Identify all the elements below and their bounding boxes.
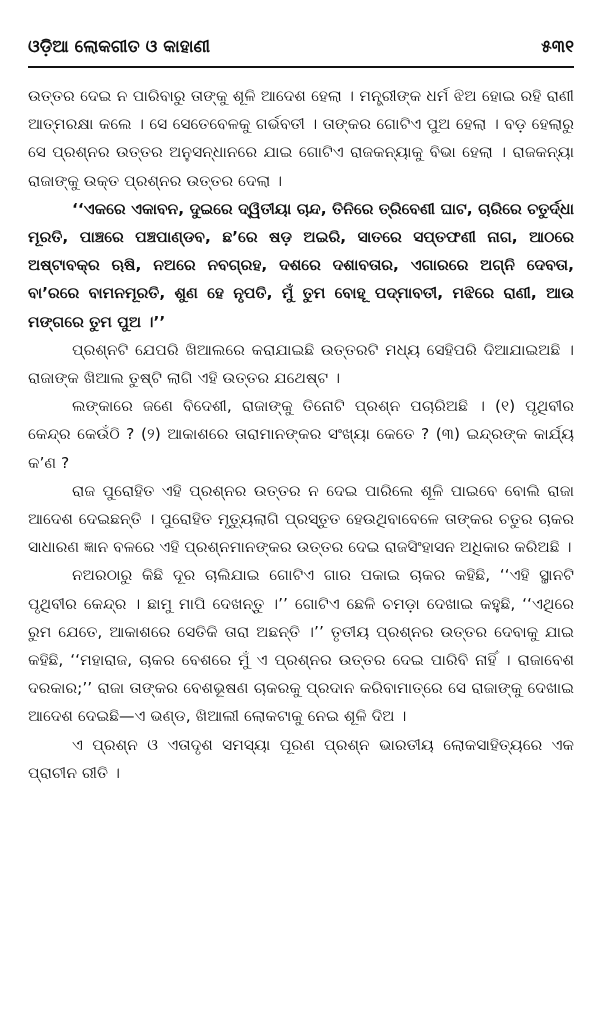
paragraph: ନଅରଠାରୁ କିଛି ଦୂର ଚାଲିଯାଇ ଗୋଟିଏ ଗାର ପକାଇ ଚାକର କହିଛି, ‘‘ଏହି ସ୍ଥାନଟି ପୃଥିବୀର କେନ୍ଦ୍ର । ଛାମୁ ମାପି ଦେଖନ୍ତୁ ।’’ ଗୋଟିଏ ଛେଳି ଚମଡ଼ା ଦେଖାଇ କହୁଛି, ‘‘ଏଥିରେ ରୁମ ଯେତେ, ଆକାଶରେ ସେତିକି ତାରା ଅଛନ୍ତି ।’’ ତୃତୀୟ ପ୍ରଶ୍ନର ଉତ୍ତର ଦେବାକୁ ଯାଇ କହିଛି, ‘‘ମହାରାଜ, ଚାକର ବେଶରେ ମୁଁ ଏ ପ୍ରଶ୍ନର ଉତ୍ତର ଦେଇ ପାରିବି ନାହିଁ । ରାଜାବେଶ ଦରକାର;’’ ରାଜା ତାଙ୍କର ବେଶଭୂଷଣ ଚାକରକୁ ପ୍ରଦାନ କରିବାମାତ୍ରେ ସେ ରାଜାଙ୍କୁ ଦେଖାଇ ଆଦେଶ ଦେଇଛି—ଏ ଭଣ୍ଡ, ଖିଆଲୀ ଲୋକଟାକୁ ନେଇ ଶୂଳି ଦିଅ । (28, 566, 574, 726)
running-head (28, 36, 574, 58)
book-title: ଓଡ଼ିଆ ଲୋକଗୀତ ଓ କାହାଣୀ (28, 37, 211, 57)
verse-quote: ‘‘ଏକରେ ଏକାବନ, ଦୁଇରେ ଦ୍ୱିତୀୟା ଚାନ୍ଦ, ତିନିରେ ତ୍ରିବେଣୀ ଘାଟ, ଚାରିରେ ଚତୁର୍ଦ୍ଧା ମୂରତି, ପାଞ୍ଚରେ ପଞ୍ଚପାଣ୍ଡବ, ଛ’ରେ ଷଡ଼ ଅଇରି, ସାତରେ ସପ୍ତଫଣୀ ନାଗ, ଆଠରେ ଅଷ୍ଟାବକ୍ର ଋଷି, ନଅରେ ନବଗ୍ରହ, ଦଶରେ ଦଶାବତାର, ଏଗାରରେ ଅଗ୍ନି ଦେବତା, ବା’ରରେ ବାମନମୂରତି, ଶୁଣ ହେ ନୃପତି, ମୁଁ ତୁମ ବୋହୂ ପଦ୍ମାବତୀ, ମଝିରେ ରାଣୀ, ଆଉ ମଙ୍ଗରେ ତୁମ ପୁଅ ।’’ (28, 199, 574, 331)
paragraph: ଲଙ୍କାରେ ଜଣେ ବିଦେଶୀ, ରାଜାଙ୍କୁ ତିନୋଟି ପ୍ରଶ୍ନ ପଚାରିଅଛି । (୧) ପୃଥିବୀର କେନ୍ଦ୍ର କେଉଁଠି ? (୨) ଆକାଶରେ ତାରାମାନଙ୍କର ସଂଖ୍ୟା କେତେ ? (୩) ଇନ୍ଦ୍ରଙ୍କ କାର୍ଯ୍ୟ କ’ଣ ? (28, 397, 574, 472)
paragraph: ଏ ପ୍ରଶ୍ନ ଓ ଏତାଦୃଶ ସମସ୍ୟା ପୂରଣ ପ୍ରଶ୍ନ ଭାରତୀୟ ଲୋକସାହିତ୍ୟରେ ଏକ ପ୍ରାଚୀନ ରୀତି । (28, 735, 574, 782)
paragraph: ପ୍ରଶ୍ନଟି ଯେପରି ଖିଆଲରେ କରାଯାଇଛି ଉତ୍ତରଟି ମଧ୍ୟ ସେହିପରି ଦିଆଯାଇଅଛି । ରାଜାଙ୍କ ଖିଆଲ ତୁଷ୍ଟି ଲାଗି ଏହି ଉତ୍ତର ଯଥେଷ୍ଟ । (28, 340, 574, 388)
paragraph: ରାଜ ପୁରୋହିତ ଏହି ପ୍ରଶ୍ନର ଉତ୍ତର ନ ଦେଇ ପାରିଲେ ଶୂଳି ପାଇବେ ବୋଲି ରାଜା ଆଦେଶ ଦେଇଛନ୍ତି । ପୁରୋହିତ ମୃତ୍ୟୁଲାଗି ପ୍ରସ୍ତୁତ ହେଉଥିବାବେଳେ ତାଙ୍କର ଚତୁର ଚାକର ସାଧାରଣ ଜ୍ଞାନ ବଳରେ ଏହି ପ୍ରଶ୍ନମାନଙ୍କର ଉତ୍ତର ଦେଇ ରାଜସିଂହାସନ ଅଧିକାର କରିଅଛି । (28, 481, 574, 557)
paragraph: ଉତ୍ତର ଦେଇ ନ ପାରିବାରୁ ତାଙ୍କୁ ଶୂଳି ଆଦେଶ ହେଲା । ମନ୍ତ୍ରୀଙ୍କ ଧର୍ମ ଝିଅ ହୋଇ ରହି ରାଣୀ ଆତ୍ମରକ୍ଷା କଲେ । ସେ ସେତେବେଳକୁ ଗର୍ଭବତୀ । ତାଙ୍କର ଗୋଟିଏ ପୁଅ ହେଲା । ବଡ଼ ହେଲାରୁ ସେ ପ୍ରଶ୍ନର ଉତ୍ତର ଅନୁସନ୍ଧାନରେ ଯାଇ ଗୋଟିଏ ରାଜକନ୍ୟାକୁ ବିଭା ହେଲା । ରାଜକନ୍ୟା ରାଜାଙ୍କୁ ଉକ୍ତ ପ୍ରଶ୍ନର ଉତ୍ତର ଦେଲା । (28, 87, 574, 190)
body-text (28, 82, 574, 787)
page-number: ୫୩୧ (541, 37, 574, 57)
header-rule (28, 66, 574, 68)
